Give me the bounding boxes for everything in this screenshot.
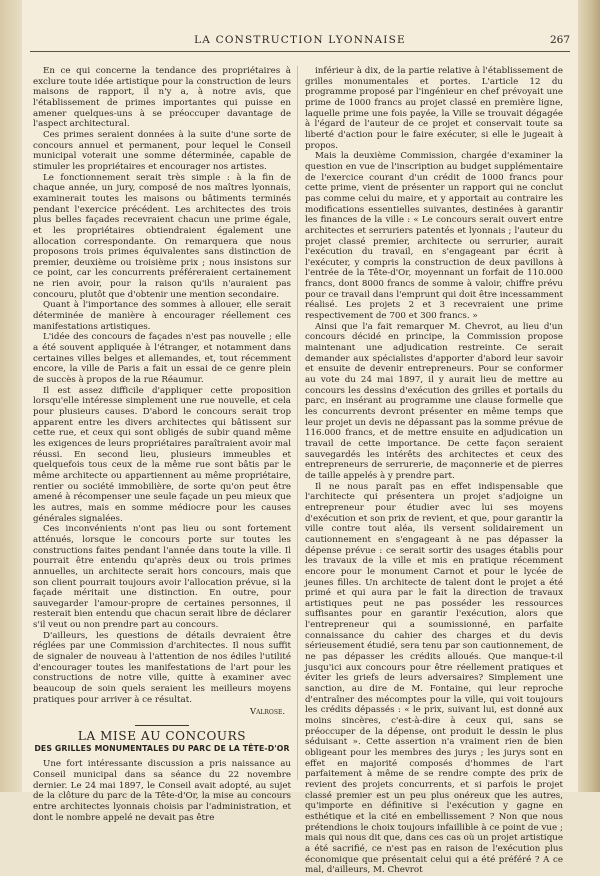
section-title: LA MISE AU CONCOURS: [77, 729, 247, 744]
paragraph: Le fonctionnement serait très simple : à la fin de chaque année, un jury, composé de nos maîtres lyonnais, examinerait toutes les maisons ou bâtiments terminés pendant l'exercice précédent. Les architectes des trois plus belles façades recevraient chacun une prime égale, et les propriétaires obtiendraient également une allocation correspondante. On remarquera que nous proposons trois primes équivalentes sans distinction de premier, deuxième ou troisième prix ; nous insistons sur ce point, car les concurrents préféreraient certainement ne rien avoir, pour la raison qu'ils n'auraient pas concouru, plutôt que d'obtenir une mention secondaire.: [33, 172, 291, 300]
header-rule: [30, 51, 570, 52]
paragraph: Mais la deuxième Commission, chargée d'examiner la question en vue de l'inscription au budget supplémentaire de l'exercice courant d'un crédit de 1000 francs pour cette prime, vient de présenter un rapport qui ne conclut pas comme celui du maire, et y apportait au contraire les modifications essentielles suivantes, destinées à garantir les finances de la ville : « Le concours serait ouvert entre architectes et serruriers patentés et lyonnais ; l'auteur du projet classé premier, architecte ou serrurier, aurait l'exécution du travail, en s'engageant par écrit à l'exécuter, y compris la construction de deux pavillons à l'entrée de la Tête-d'Or, moyennant un forfait de 110.000 francs, dont 8000 francs de somme à valoir, chiffre prévu pour ce travail dans l'emprunt qui doit être incessamment réalisé. Les projets 2 et 3 recevraient une prime respectivement de 700 et 300 francs. »: [305, 151, 563, 322]
paragraph: Quant à l'importance des sommes à allouer, elle serait déterminée de manière à encourager réellement ces manifestations artistiques.: [33, 300, 291, 332]
paragraph: L'idée des concours de façades n'est pas nouvelle ; elle a été souvent appliquée à l'étranger, et notamment dans certaines villes belges et allemandes, et, tout récemment encore, la ville de Paris a fait un essai de ce genre plein de succès à propos de la rue Réaumur.: [33, 332, 291, 386]
column-separator: [297, 66, 298, 780]
paragraph: Ces inconvénients n'ont pas lieu ou sont fortement atténués, lorsque le concours porte sur toutes les constructions faites pendant l'année dans toute la ville. Il pourrait être entendu qu'après deux ou trois primes annuelles, un architecte serait hors concours, mais que son client pourrait toujours avoir l'allocation prévue, si la façade méritait une distinction. En outre, pour sauvegarder l'amour-propre de certaines personnes, il resterait bien entendu que chacun serait libre de déclarer s'il veut ou non prendre part au concours.: [33, 524, 291, 631]
left-column: [33, 66, 291, 823]
paragraph: Il est assez difficile d'appliquer cette proposition lorsqu'elle intéresse simplement une rue nouvelle, et cela pour plusieurs causes. D'abord le concours serait trop apparent entre les divers architectes qui bâtissent sur cette rue, et ceux qui sont obligés de subir quand même les exigences de leurs propriétaires paraîtraient avoir mal réussi. En second lieu, plusieurs immeubles et quelquefois tous ceux de la même rue sont bâtis par le même architecte ou appartiennent au même propriétaire, rentier ou société immobilière, de sorte qu'on peut être amené à récompenser une seule façade un peu mieux que les autres, mais en somme médiocre pour les causes générales signalées.: [33, 385, 291, 524]
page-number: 267: [549, 34, 570, 46]
page-gutter-left: [0, 0, 22, 792]
paragraph: D'ailleurs, les questions de détails devraient être réglées par une Commission d'architectes. Il nous suffit de signaler de nouveau à l'attention de nos édiles l'utilité d'encourager toutes les manifestations de l'art pour les constructions de notre ville, quitte à examiner avec beaucoup de soin quels seraient les meilleurs moyens pratiques pour arriver à ce résultat.: [33, 630, 291, 705]
right-column: [305, 66, 563, 876]
paragraph: Ainsi que l'a fait remarquer M. Chevrot, au lieu d'un concours décidé en principe, la Commission propose maintenant une adjudication restreinte. Ce serait demander aux spécialistes d'apporter d'abord leur savoir et ensuite de devenir entrepreneurs. Pour se conformer au vote du 24 mai 1897, il y aurait lieu de mettre au concours les dessins d'exécution des grilles et portails du parc, en insérant au programme une clause formelle que les concurrents devront présenter en même temps que leur projet un devis ne dépassant pas la somme prévue de 116.000 francs, et de mettre ensuite en adjudication un travail de cette importance. De cette façon seraient sauvegardés les intérêts des architectes et ceux des entrepreneurs de serrurerie, de maçonnerie et de pierres de taille appelés à y prendre part.: [305, 321, 563, 481]
page-edge-right: [578, 0, 600, 792]
running-header: [30, 34, 570, 50]
paragraph: Il ne nous paraît pas en effet indispensable que l'architecte qui présentera un projet s'adjoigne un entrepreneur pour étudier avec lui ses moyens d'exécution et son prix de revient, et que, pour garantir la ville contre tout aléa, ils versent solidairement un cautionnement en s'engageant à ne pas dépasser la dépense prévue : ce serait sortir des usages établis pour les travaux de la ville et mis en pratique récemment encore pour le monument Carnot et pour le lycée de jeunes filles. Un architecte de talent dont le projet a été primé et qui aura par le fait la direction de travaux artistiques peut ne pas posséder les ressources suffisantes pour en garantir l'exécution, alors que l'entrepreneur qui a soumissionné, en parfaite connaissance du cahier des charges et du devis sérieusement étudié, sera tenu par son cautionnement, de ne pas dépasser les crédits alloués. Que manque-t-il jusqu'ici aux concours pour être réellement pratiques et éviter les griefs de leurs adversaires? Simplement une sanction, au dire de M. Fontaine, qui leur reproche d'entraîner des mécomptes pour la ville, qui voit toujours les crédits dépassés : « le prix, suivant lui, est donné aux moins sincères, c'est-à-dire à ceux qui, sans se préoccuper de la dépense, ont produit le dessin le plus séduisant ». Cette assertion n'a vraiment rien de bien obligeant pour les membres des jurys ; les jurys sont en effet en majorité composés d'hommes de l'art parfaitement à même de se rendre compte des prix de revient des projets concurrents, et si parfois le projet classé premier est un peu plus onéreux que les autres, qu'importe en définitive si l'exécution y gagne en esthétique et la cité en embellissement ? Non que nous prétendions le choix toujours infaillible à ce point de vue ; mais qui nous dit que, dans ces cas où un projet artistique a été sacrifié, ce n'est pas en raison de l'exécution plus économique que présentait celui qui a été préféré ? A ce mal, d'ailleurs, M. Chevrot: [305, 481, 563, 876]
paragraph: inférieur à dix, de la partie relative à l'établissement de grilles monumentales et portes. L'article 12 du programme proposé par l'ingénieur en chef prévoyait une prime de 1000 francs au projet classé en première ligne, laquelle prime une fois payée, la Ville se trouvait dégagée à l'égard de l'auteur de ce projet et conservait toute sa liberté d'action pour le faire exécuter, si elle le jugeait à propos.: [305, 66, 563, 151]
section-divider: [135, 725, 189, 726]
section-subtitle: DES GRILLES MONUMENTALES DU PARC DE LA TÊTE-D'OR: [34, 743, 290, 753]
paragraph: En ce qui concerne la tendance des propriétaires à exclure toute idée artistique pour la construction de leurs maisons de rapport, il n'y a, à notre avis, que l'établissement de primes importantes qui puisse en amener quelques-uns à se préoccuper davantage de l'aspect architectural.: [33, 66, 291, 130]
paragraph: Une fort intéressante discussion a pris naissance au Conseil municipal dans sa séance du 22 novembre dernier. Le 24 mai 1897, le Conseil avait adopté, au sujet de la clôture du parc de la Tête-d'Or, la mise au concours entre architectes lyonnais choisis par l'administration, et dont le nombre appelé ne devait pas être: [33, 759, 291, 823]
author-signature: Valrose.: [250, 706, 285, 717]
paragraph: Ces primes seraient données à la suite d'une sorte de concours annuel et permanent, pour lequel le Conseil municipal voterait une somme déterminée, capable de stimuler les propriétaires et encourager nos artistes.: [33, 129, 291, 172]
journal-title: LA CONSTRUCTION LYONNAISE: [194, 34, 406, 46]
document-page: [22, 0, 578, 876]
